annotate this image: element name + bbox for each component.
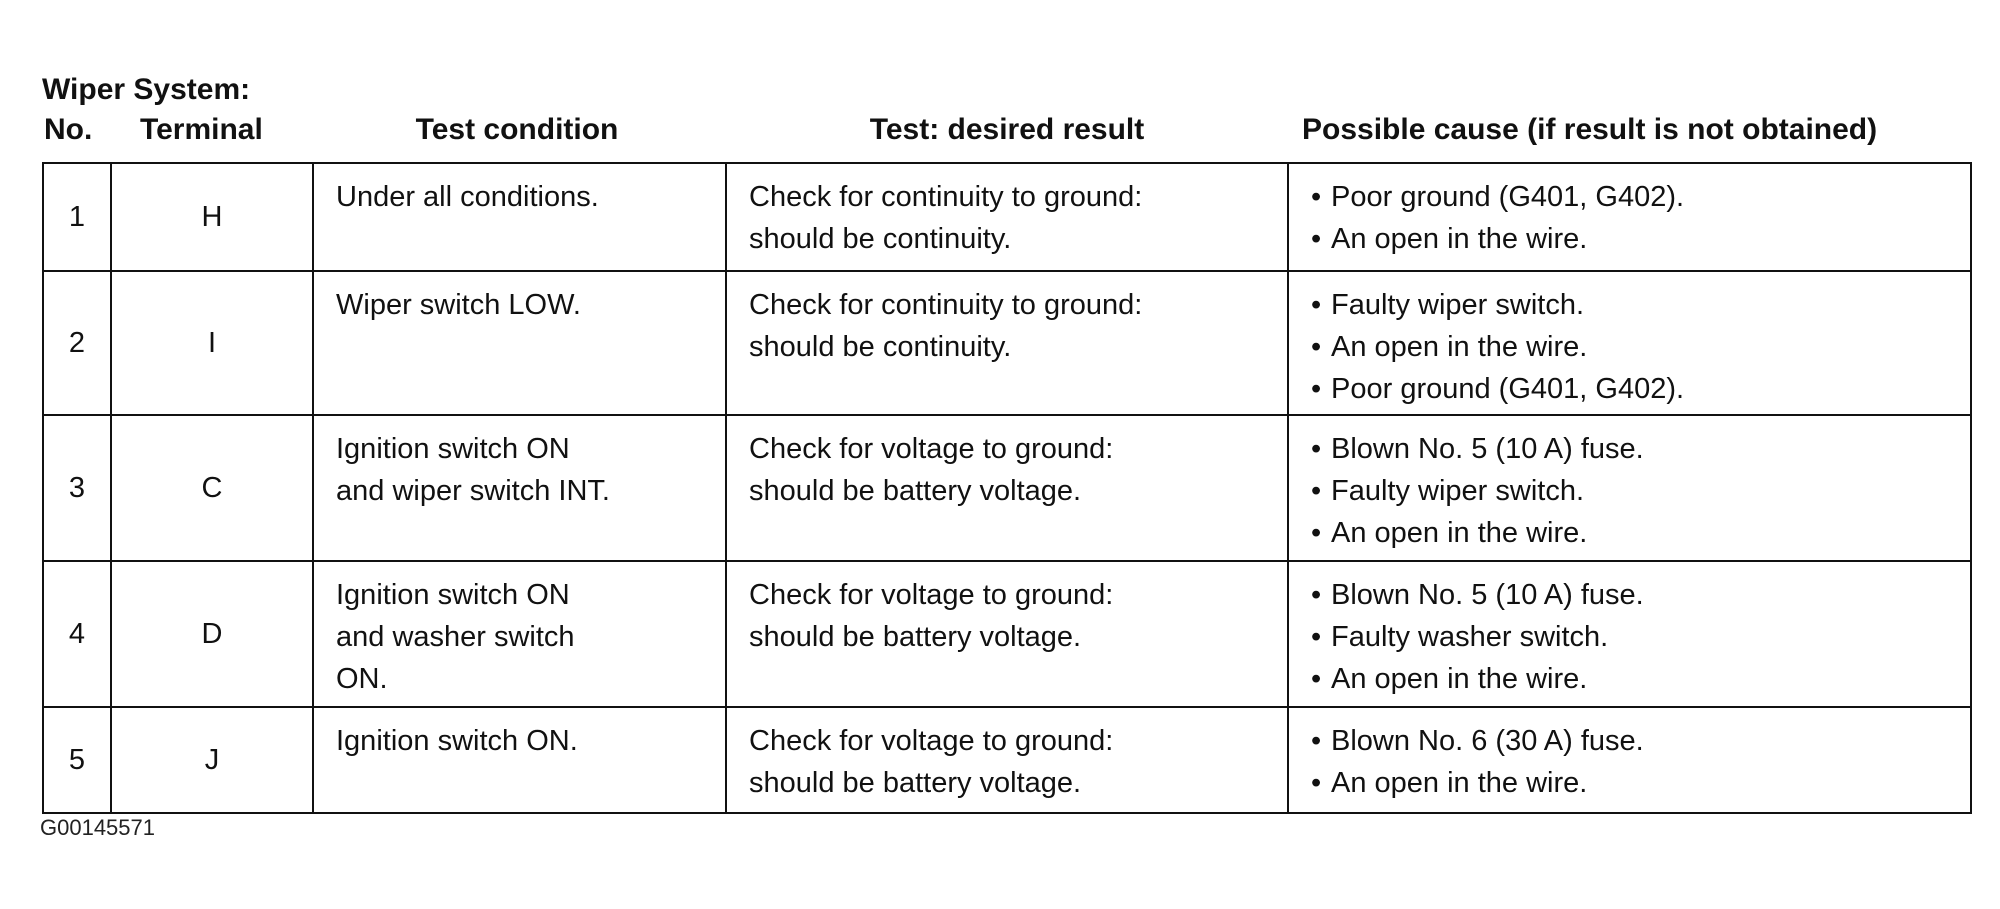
cause-item bbox=[1311, 574, 1950, 616]
cause-text: An open in the wire. bbox=[1331, 517, 1588, 549]
terminal-cell: D bbox=[111, 561, 313, 707]
result-line: Check for voltage to ground: bbox=[749, 579, 1114, 611]
cause-item bbox=[1311, 368, 1950, 410]
bullet-icon: • bbox=[1311, 289, 1322, 321]
test-condition-cell bbox=[313, 561, 726, 707]
cause-item bbox=[1311, 470, 1950, 512]
cause-text: Poor ground (G401, G402). bbox=[1331, 373, 1685, 405]
condition-line: Ignition switch ON. bbox=[336, 725, 578, 757]
cause-item bbox=[1311, 284, 1950, 326]
cause-item bbox=[1311, 428, 1950, 470]
result-line: Check for voltage to ground: bbox=[749, 433, 1114, 465]
possible-cause-cell bbox=[1288, 561, 1971, 707]
desired-result-cell bbox=[726, 707, 1288, 813]
bullet-icon: • bbox=[1311, 373, 1322, 405]
row-number: 1 bbox=[43, 163, 111, 271]
cause-item bbox=[1311, 218, 1950, 260]
cause-text: An open in the wire. bbox=[1331, 767, 1588, 799]
desired-result-cell bbox=[726, 163, 1288, 271]
bullet-icon: • bbox=[1311, 517, 1322, 549]
possible-cause-cell bbox=[1288, 163, 1971, 271]
result-line: Check for continuity to ground: bbox=[749, 289, 1143, 321]
terminal-cell: J bbox=[111, 707, 313, 813]
cause-text: Blown No. 5 (10 A) fuse. bbox=[1331, 579, 1644, 611]
result-line: should be battery voltage. bbox=[749, 767, 1082, 799]
cause-text: An open in the wire. bbox=[1331, 331, 1588, 363]
condition-line: ON. bbox=[336, 663, 388, 695]
cause-item bbox=[1311, 720, 1950, 762]
figure-id: G00145571 bbox=[40, 815, 155, 840]
cause-text: Faulty wiper switch. bbox=[1331, 289, 1585, 321]
condition-line: Under all conditions. bbox=[336, 181, 599, 213]
cause-text: Faulty washer switch. bbox=[1331, 621, 1609, 653]
terminal-cell: C bbox=[111, 415, 313, 561]
condition-line: and washer switch bbox=[336, 621, 575, 653]
bullet-icon: • bbox=[1311, 579, 1322, 611]
possible-cause-cell bbox=[1288, 271, 1971, 415]
bullet-icon: • bbox=[1311, 767, 1322, 799]
result-line: should be battery voltage. bbox=[749, 475, 1082, 507]
cause-text: An open in the wire. bbox=[1331, 663, 1588, 695]
cause-item bbox=[1311, 326, 1950, 368]
possible-cause-cell bbox=[1288, 707, 1971, 813]
result-line: Check for voltage to ground: bbox=[749, 725, 1114, 757]
column-header-terminal: Terminal bbox=[140, 113, 263, 146]
result-line: should be battery voltage. bbox=[749, 621, 1082, 653]
result-line: should be continuity. bbox=[749, 223, 1012, 255]
cause-item bbox=[1311, 616, 1950, 658]
terminal-cell: H bbox=[111, 163, 313, 271]
row-number: 3 bbox=[43, 415, 111, 561]
condition-line: Ignition switch ON bbox=[336, 579, 570, 611]
table-row bbox=[43, 415, 1971, 561]
cause-text: Faulty wiper switch. bbox=[1331, 475, 1585, 507]
column-header-condition: Test condition bbox=[415, 113, 619, 146]
table-row bbox=[43, 271, 1971, 415]
desired-result-cell bbox=[726, 271, 1288, 415]
row-number: 4 bbox=[43, 561, 111, 707]
row-number: 5 bbox=[43, 707, 111, 813]
wiper-test-table bbox=[42, 162, 1972, 814]
bullet-icon: • bbox=[1311, 663, 1322, 695]
result-line: should be continuity. bbox=[749, 331, 1012, 363]
cause-text: Poor ground (G401, G402). bbox=[1331, 181, 1685, 213]
table-row bbox=[43, 707, 1971, 813]
table-row bbox=[43, 163, 1971, 271]
cause-text: Blown No. 6 (30 A) fuse. bbox=[1331, 725, 1644, 757]
desired-result-cell bbox=[726, 415, 1288, 561]
cause-item bbox=[1311, 176, 1950, 218]
test-condition-cell bbox=[313, 271, 726, 415]
possible-cause-cell bbox=[1288, 415, 1971, 561]
row-number: 2 bbox=[43, 271, 111, 415]
bullet-icon: • bbox=[1311, 621, 1322, 653]
bullet-icon: • bbox=[1311, 433, 1322, 465]
bullet-icon: • bbox=[1311, 223, 1322, 255]
condition-line: and wiper switch INT. bbox=[336, 475, 610, 507]
terminal-cell: I bbox=[111, 271, 313, 415]
test-condition-cell bbox=[313, 415, 726, 561]
bullet-icon: • bbox=[1311, 475, 1322, 507]
section-title: Wiper System: bbox=[42, 73, 251, 106]
table-row bbox=[43, 561, 1971, 707]
bullet-icon: • bbox=[1311, 725, 1322, 757]
cause-text: An open in the wire. bbox=[1331, 223, 1588, 255]
bullet-icon: • bbox=[1311, 331, 1322, 363]
condition-line: Wiper switch LOW. bbox=[336, 289, 581, 321]
test-condition-cell bbox=[313, 707, 726, 813]
cause-item bbox=[1311, 762, 1950, 804]
column-header-result: Test: desired result bbox=[869, 113, 1145, 146]
condition-line: Ignition switch ON bbox=[336, 433, 570, 465]
cause-item bbox=[1311, 658, 1950, 700]
test-condition-cell bbox=[313, 163, 726, 271]
result-line: Check for continuity to ground: bbox=[749, 181, 1143, 213]
desired-result-cell bbox=[726, 561, 1288, 707]
column-header-no: No. bbox=[44, 113, 93, 146]
table-header bbox=[0, 110, 2000, 150]
bullet-icon: • bbox=[1311, 181, 1322, 213]
cause-item bbox=[1311, 512, 1950, 554]
column-header-cause: Possible cause (if result is not obtained) bbox=[1302, 113, 1878, 146]
cause-text: Blown No. 5 (10 A) fuse. bbox=[1331, 433, 1644, 465]
